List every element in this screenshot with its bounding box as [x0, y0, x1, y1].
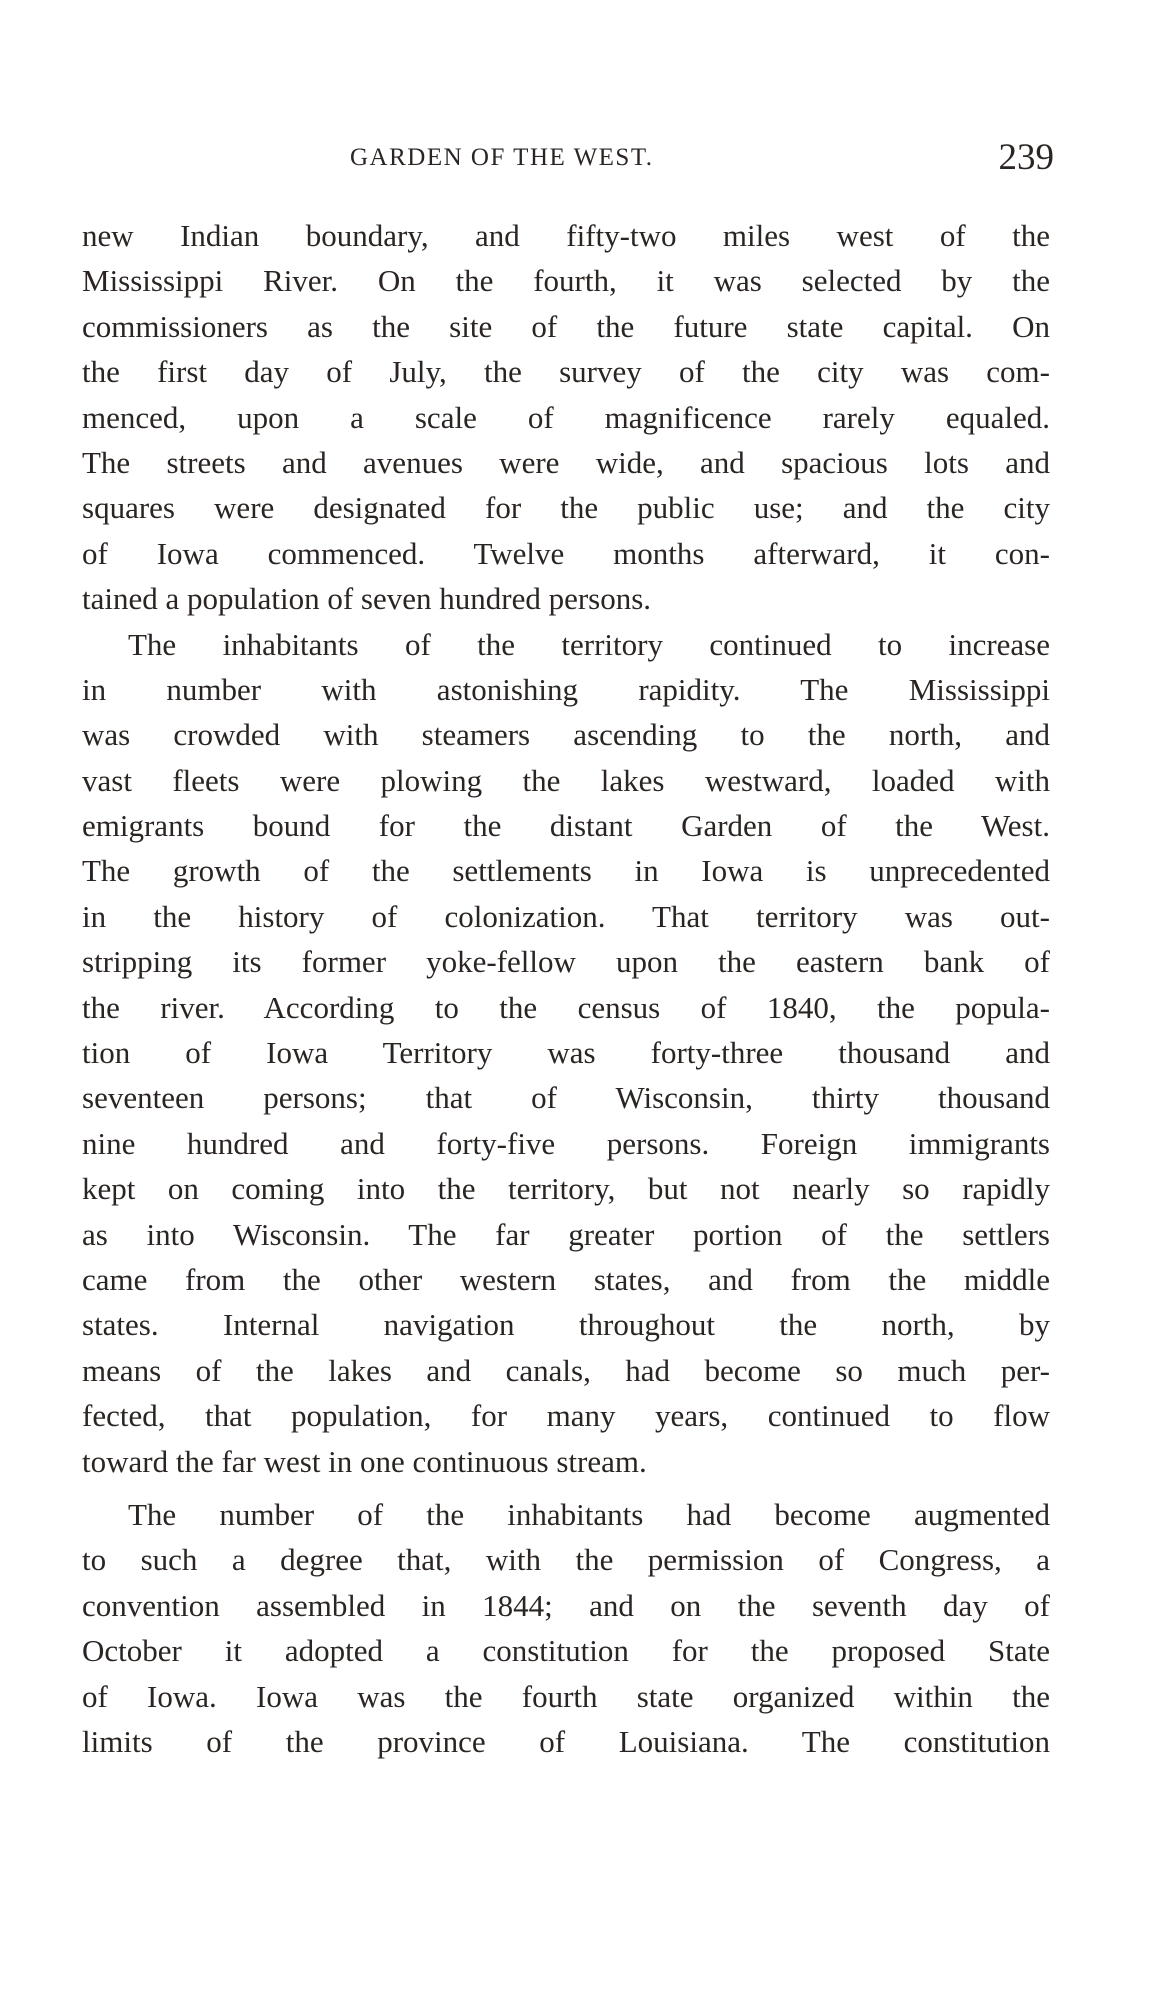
- text-line: The inhabitants of the territory continued to increase: [128, 626, 1050, 662]
- text-line: The streets and avenues were wide, and spacious lots and: [82, 444, 1050, 480]
- running-head: GARDEN OF THE WEST.: [350, 144, 654, 171]
- text-line: kept on coming into the territory, but not nearly so rapidly: [82, 1171, 1050, 1207]
- text-line: as into Wisconsin. The far greater portion of the settlers: [82, 1216, 1050, 1252]
- text-line: vast fleets were plowing the lakes westward, loaded with: [82, 762, 1050, 798]
- text-line: stripping its former yoke-fellow upon the eastern bank of: [82, 944, 1050, 980]
- text-line: nine hundred and forty-five persons. Foreign immigrants: [82, 1125, 1050, 1161]
- text-line: fected, that population, for many years, continued to flow: [82, 1398, 1050, 1434]
- text-line: tion of Iowa Territory was forty-three thousand and: [82, 1035, 1050, 1071]
- text-line: was crowded with steamers ascending to the north, and: [82, 717, 1050, 753]
- body-text: [82, 213, 1050, 1764]
- text-line: emigrants bound for the distant Garden of the West.: [82, 808, 1050, 844]
- text-line: states. Internal navigation throughout the north, by: [82, 1307, 1050, 1343]
- text-line: limits of the province of Louisiana. The constitution: [82, 1723, 1050, 1759]
- page-header: [82, 136, 1054, 180]
- text-line: menced, upon a scale of magnificence rarely equaled.: [82, 399, 1050, 435]
- text-line: means of the lakes and canals, had become so much per-: [82, 1352, 1050, 1388]
- text-line: new Indian boundary, and fifty-two miles west of the: [82, 218, 1050, 253]
- text-line: of Iowa. Iowa was the fourth state organized within the: [82, 1678, 1050, 1714]
- text-line: in the history of colonization. That territory was out-: [82, 898, 1050, 934]
- text-line: Mississippi River. On the fourth, it was selected by the: [82, 263, 1050, 299]
- text-line: commissioners as the site of the future state capital. On: [82, 308, 1050, 344]
- text-line: toward the far west in one continuous stream.: [82, 1443, 647, 1479]
- text-line: October it adopted a constitution for the proposed State: [82, 1633, 1050, 1669]
- text-line: came from the other western states, and from the middle: [82, 1261, 1050, 1297]
- text-line: of Iowa commenced. Twelve months afterward, it con-: [82, 535, 1050, 571]
- text-line: the first day of July, the survey of the city was com-: [82, 354, 1050, 390]
- text-line: in number with astonishing rapidity. The Mississippi: [82, 671, 1050, 707]
- text-line: The number of the inhabitants had become augmented: [128, 1496, 1050, 1532]
- text-line: to such a degree that, with the permission of Congress, a: [82, 1542, 1050, 1578]
- text-line: squares were designated for the public use; and the city: [82, 490, 1050, 526]
- text-line: tained a population of seven hundred persons.: [82, 581, 652, 617]
- text-line: The growth of the settlements in Iowa is unprecedented: [82, 853, 1050, 889]
- text-line: the river. According to the census of 1840, the popula-: [82, 989, 1050, 1025]
- text-line: convention assembled in 1844; and on the seventh day of: [82, 1587, 1050, 1623]
- page-number: 239: [998, 137, 1054, 178]
- text-line: seventeen persons; that of Wisconsin, thirty thousand: [82, 1080, 1050, 1116]
